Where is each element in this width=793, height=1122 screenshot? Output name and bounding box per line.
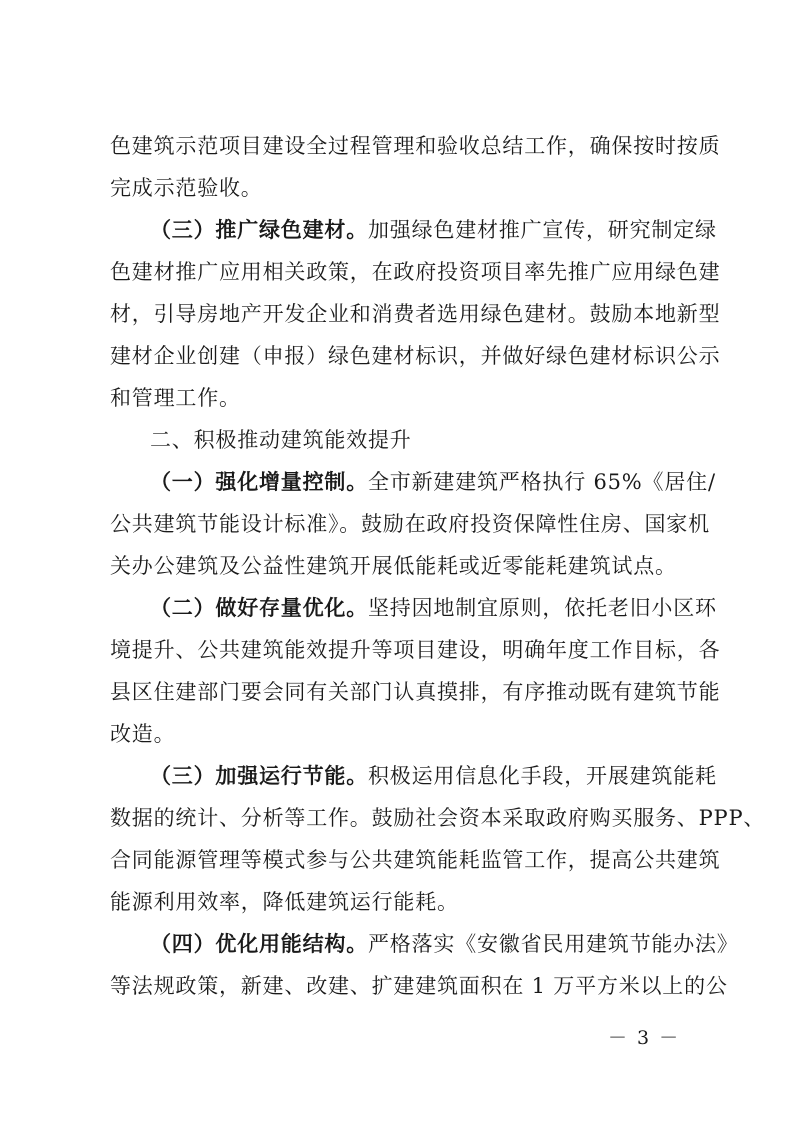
text-line: 能源利用效率，降低建筑运行能耗。 — [110, 890, 459, 914]
paragraph-first-line — [150, 468, 716, 496]
text-line: 数据的统计、分析等工作。鼓励社会资本采取政府购买服务、PPP、 — [110, 806, 766, 830]
text-line: 合同能源管理等模式参与公共建筑能耗监管工作，提高公共建筑 — [110, 848, 721, 872]
section-heading: 二、积极推动建筑能效提升 — [150, 428, 412, 452]
paragraph-heading: （三）加强运行节能。 — [150, 763, 368, 788]
text-line: 材，引导房地产开发企业和消费者选用绿色建材。鼓励本地新型 — [110, 302, 721, 326]
text-line: 县区住建部门要会同有关部门认真摸排，有序推动既有建筑节能 — [110, 680, 721, 704]
paragraph-heading: （一）强化增量控制。 — [150, 469, 368, 494]
paragraph-first-line — [150, 930, 739, 958]
text-line: 改造。 — [110, 722, 176, 746]
paragraph-text: 积极运用信息化手段，开展建筑能耗 — [368, 764, 717, 788]
text-line: 建材企业创建（申报）绿色建材标识，并做好绿色建材标识公示 — [110, 344, 721, 368]
text-line: 关办公建筑及公益性建筑开展低能耗或近零能耗建筑试点。 — [110, 554, 677, 578]
paragraph-text: 加强绿色建材推广宣传，研究制定绿 — [368, 218, 717, 242]
text-line: 境提升、公共建筑能效提升等项目建设，明确年度工作目标，各 — [110, 638, 721, 662]
paragraph-first-line — [150, 762, 717, 790]
text-line: 和管理工作。 — [110, 386, 241, 410]
paragraph-heading: （四）优化用能结构。 — [150, 931, 368, 956]
text-line: 完成示范验收。 — [110, 176, 263, 200]
paragraph-heading: （三）推广绿色建材。 — [150, 217, 368, 242]
paragraph-first-line — [150, 594, 717, 622]
paragraph-text: 严格落实《安徽省民用建筑节能办法》 — [368, 932, 739, 956]
paragraph-heading: （二）做好存量优化。 — [150, 595, 368, 620]
paragraph-first-line — [150, 216, 717, 244]
text-line: 色建筑示范项目建设全过程管理和验收总结工作，确保按时按质 — [110, 134, 721, 158]
paragraph-text: 坚持因地制宜原则，依托老旧小区环 — [368, 596, 717, 620]
text-line: 等法规政策，新建、改建、扩建建筑面积在 1 万平方米以上的公 — [110, 974, 728, 998]
text-line: 公共建筑节能设计标准》。鼓励在政府投资保障性住房、国家机 — [110, 512, 710, 536]
page-number: － 3 － — [608, 1027, 681, 1049]
text-line: 色建材推广应用相关政策，在政府投资项目率先推广应用绿色建 — [110, 260, 721, 284]
paragraph-text: 全市新建建筑严格执行 65%《居住/ — [368, 470, 716, 494]
